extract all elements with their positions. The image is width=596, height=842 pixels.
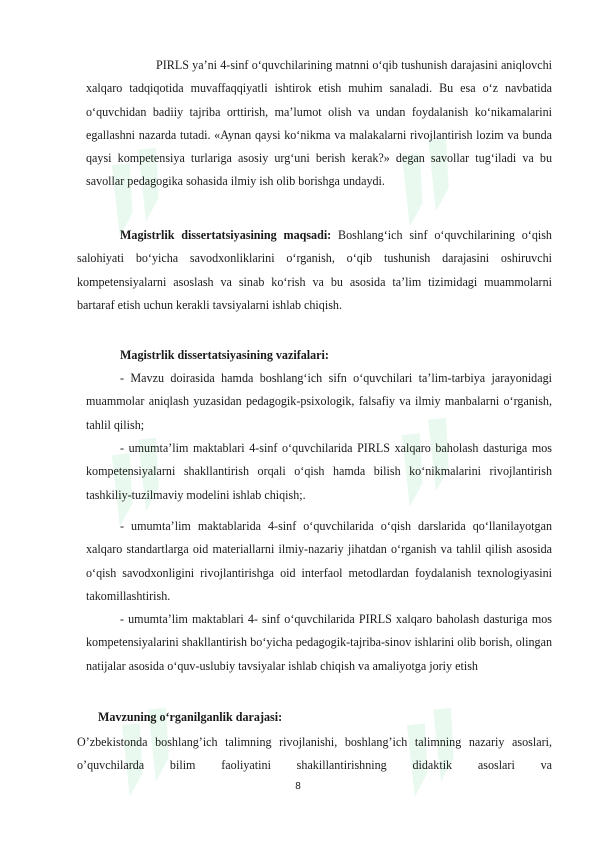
study-heading: Mavzuning o‘rganilganlik darajasi: xyxy=(98,710,283,724)
task-item: - Mavzu doirasida hamda boshlang‘ich sifn o‘quvchilari ta’lim-tarbiya jarayonidagi muammolar aniqlash yuzasidan pedagogik-psixologik, falsafiy va ilmiy manbalarni o‘rganish, tahlil qilish; xyxy=(86,371,552,432)
page-number: 8 xyxy=(295,781,301,792)
goal-paragraph xyxy=(77,224,552,317)
intro-paragraph: PIRLS ya’ni 4-sinf o‘quvchilarining matnni o‘qib tushunish darajasini aniqlovchi xalqaro tadqiqotida muvaffaqqiyatli ishtirok etish muhim sanaladi. Bu esa o‘z navbatida o‘quvchidan badiiy tajriba orttirish, ma’lumot olish va undan foydalanish ko‘nikamalarini egallashni nazarda tutadi. «Aynan qaysi ko‘nikma va malakalarni rivojlantirish lozim va bunda qaysi kompetensiya turlariga asosiy urg‘uni berish kerak?» degan savollar tug‘iladi va bu savollar pedagogika sohasida ilmiy ish olib borishga undaydi. xyxy=(86,58,552,189)
study-paragraph: O’zbekistonda boshlang’ich talimning rivojlanishi, boshlang’ich talimning nazariy asoslari, o’quvchilarda bilim faoliyatini shakillantirishning didaktik asoslari va xyxy=(77,735,552,773)
goal-text: Boshlang‘ich sinf o‘quvchilarining o‘qish salohiyati bo‘yicha savodxonliklarini o‘rganish, o‘qib tushunish darajasini oshiruvchi kompetensiyalarni asoslash va sinab ko‘rish va bu asosida ta’lim tizimidagi muammolarni bartaraf etish uchun kerakli tavsiyalarni ishlab chiqish. xyxy=(77,228,552,312)
task-item: - umumta’lim maktablari 4- sinf o‘quvchilarida PIRLS xalqaro baholash dasturiga mos kompetensiyalarini shakllantirish bo‘yicha pedagogik-tajriba-sinov ishlarini olib borish, olingan natijalar asosida o‘quv-uslubiy tavsiyalar ishlab chiqish va amaliyotga joriy etish xyxy=(86,612,552,673)
goal-label: Magistrlik dissertatsiyasining maqsadi: xyxy=(120,228,332,242)
task-item: - umumta’lim maktablari 4-sinf o‘quvchilarida PIRLS xalqaro baholash dasturiga mos kompetensiyalarni shakllantirish orqali o‘qish hamda bilish ko‘nikmalarini rivojlantirish tashkiliy-tuzilmaviy modelini ishlab chiqish;. xyxy=(86,441,552,502)
tasks-heading: Magistrlik dissertatsiyasining vazifalari: xyxy=(120,348,329,362)
task-item: - umumta’lim maktablarida 4-sinf o‘quvchilarida o‘qish darslarida qo‘llanilayotgan xalqaro standartlarga oid materiallarni ilmiy-nazariy jihatdan o‘rganish va tahlil qilish asosida o‘qish savodxonligini rivojlantirishga oid interfaol metodlardan foydalanish texnologiyasini takomillashtirish. xyxy=(86,519,552,603)
